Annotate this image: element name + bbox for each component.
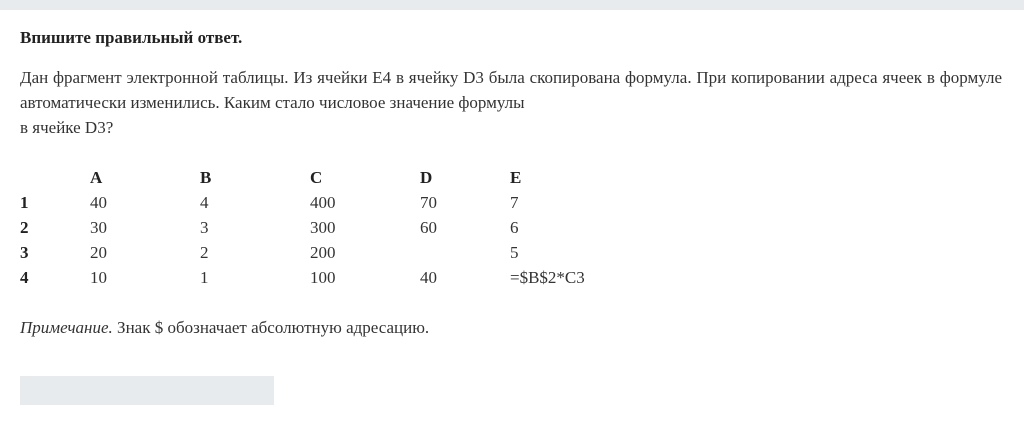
top-bar [0,0,1024,10]
cell-c2: 300 [310,218,336,237]
cell-d4: 40 [420,268,437,287]
note-label: Примечание. [20,318,113,337]
note-text: Знак $ обозначает абсолютную адресацию. [112,318,430,337]
column-header-a: A [90,168,103,187]
row-header-3: 3 [20,243,29,262]
column-header-d: D [420,168,433,187]
question-text-last-line: в ячейке D3? [20,118,114,137]
cell-b2: 3 [200,218,209,237]
column-header-c: C [310,168,323,187]
cell-e1: 7 [510,193,519,212]
cell-b1: 4 [200,193,209,212]
cell-b3: 2 [200,243,209,262]
column-header-e: E [510,168,522,187]
cell-c3: 200 [310,243,336,262]
note [20,315,429,340]
cell-d1: 70 [420,193,437,212]
cell-e2: 6 [510,218,519,237]
cell-d2: 60 [420,218,437,237]
cell-c4: 100 [310,268,336,287]
answer-input[interactable] [20,376,274,405]
row-header-1: 1 [20,193,29,212]
row-header-4: 4 [20,268,29,287]
cell-a3: 20 [90,243,107,262]
question-text [20,65,1002,140]
cell-e4-formula: =$B$2*C3 [510,268,585,287]
column-header-b: B [200,168,212,187]
cell-a4: 10 [90,268,107,287]
cell-c1: 400 [310,193,336,212]
cell-e3: 5 [510,243,519,262]
cell-a1: 40 [90,193,107,212]
row-header-2: 2 [20,218,29,237]
cell-b4: 1 [200,268,209,287]
spreadsheet-fragment [20,165,720,290]
cell-a2: 30 [90,218,107,237]
question-text-main: Дан фрагмент электронной таблицы. Из ячейки E4 в ячейку D3 была скопирована формула. При копировании адреса ячеек в формуле автоматически изменились. Каким стало числовое значение формулы [20,68,1002,112]
task-instruction: Впишите правильный ответ. [20,28,243,47]
